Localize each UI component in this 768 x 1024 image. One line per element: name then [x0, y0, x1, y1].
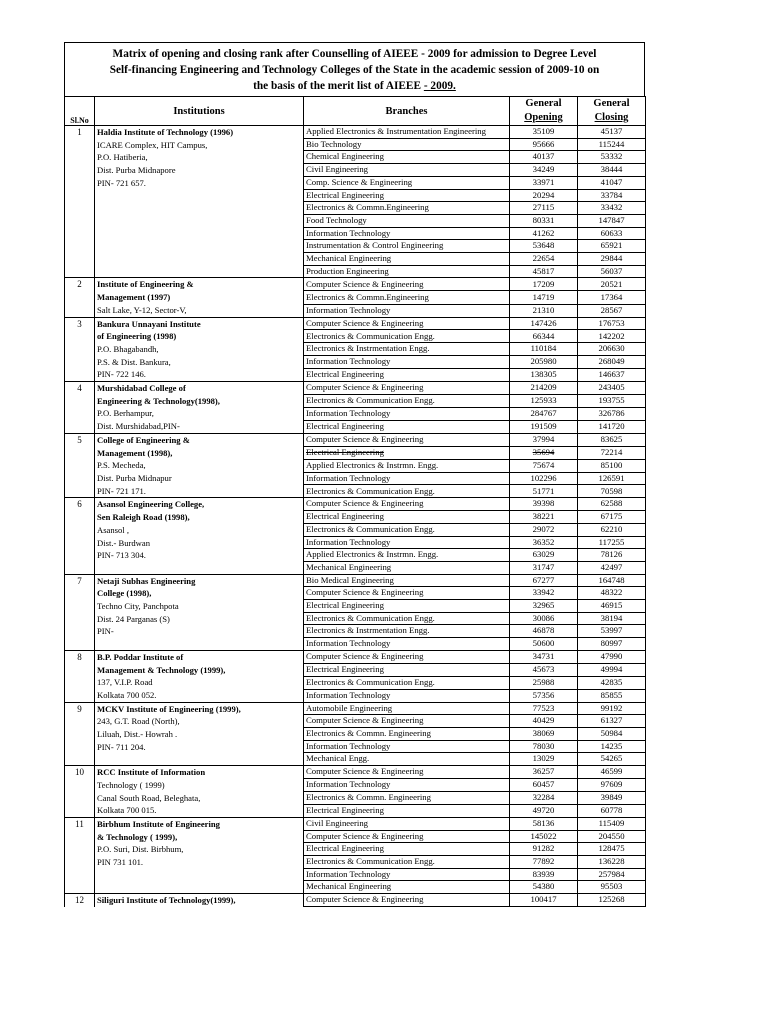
- institution-detail: PIN-: [97, 626, 114, 637]
- branch-name: Electronics & Commn. Engineering: [304, 728, 510, 741]
- opening-rank: 38069: [510, 728, 578, 741]
- table-row: [65, 317, 646, 330]
- closing-rank: 70598: [578, 485, 646, 498]
- branch-name: Computer Science & Engineering: [304, 382, 510, 395]
- institution-detail: 243, G.T. Road (North),: [97, 716, 180, 727]
- closing-rank: 268049: [578, 356, 646, 369]
- branch-name: Production Engineering: [304, 265, 510, 278]
- table-row: [65, 278, 646, 291]
- header-sl-no: Sl.No: [65, 97, 95, 126]
- branch-name: Electrical Engineering: [304, 805, 510, 818]
- institution-cell: [95, 702, 304, 766]
- institution-detail: 137, V.I.P. Road: [97, 677, 153, 688]
- branch-name: Mechanical Engineering: [304, 881, 510, 894]
- institution-detail: PIN- 711 204.: [97, 741, 146, 752]
- opening-rank: 34249: [510, 164, 578, 177]
- branch-name: Electrical Engineering: [304, 663, 510, 676]
- opening-rank: 32965: [510, 600, 578, 613]
- institution-detail: Dist. Purba Midnapur: [97, 472, 172, 483]
- table-row: [65, 382, 646, 395]
- branch-name: Information Technology: [304, 536, 510, 549]
- opening-rank: 40137: [510, 151, 578, 164]
- institution-detail: P.O. Berhampur,: [97, 408, 154, 419]
- branch-name: Computer Science & Engineering: [304, 433, 510, 446]
- opening-rank: 38221: [510, 511, 578, 524]
- branch-name: Information Technology: [304, 356, 510, 369]
- table-row: [65, 498, 646, 511]
- opening-rank: 45817: [510, 265, 578, 278]
- branch-name: Electrical Engineering: [304, 420, 510, 433]
- closing-rank: 85100: [578, 459, 646, 472]
- opening-rank: 91282: [510, 843, 578, 856]
- opening-rank: 54380: [510, 881, 578, 894]
- closing-rank: 142202: [578, 330, 646, 343]
- branch-name: Electrical Engineering: [304, 189, 510, 202]
- institution-detail: Liluah, Dist.- Howrah .: [97, 729, 178, 740]
- serial-number: 11: [65, 817, 95, 893]
- branch-name: Computer Science & Engineering: [304, 715, 510, 728]
- serial-number: 9: [65, 702, 95, 766]
- closing-rank: 126591: [578, 472, 646, 485]
- serial-number: 5: [65, 433, 95, 498]
- document-title: [64, 42, 645, 96]
- institution-detail: P.S. Mecheda,: [97, 460, 146, 471]
- opening-rank: 33942: [510, 587, 578, 600]
- opening-rank: 30086: [510, 612, 578, 625]
- institution-detail: Management (1998),: [97, 447, 173, 458]
- branch-name: Information Technology: [304, 227, 510, 240]
- institution-name: College of Engineering &: [97, 434, 190, 445]
- title-line-3: [67, 78, 642, 94]
- rank-matrix-document: [64, 42, 645, 907]
- title-line-3-text: the basis of the merit list of AIEEE: [253, 80, 424, 92]
- institution-detail: College (1998),: [97, 588, 152, 599]
- institution-detail: Kolkata 700 052.: [97, 689, 157, 700]
- closing-rank: 146637: [578, 369, 646, 382]
- closing-rank: 14235: [578, 740, 646, 753]
- opening-rank: 29072: [510, 523, 578, 536]
- closing-rank: 257984: [578, 868, 646, 881]
- closing-rank: 61327: [578, 715, 646, 728]
- institution-name: Murshidabad College of: [97, 383, 186, 394]
- institution-cell: [95, 574, 304, 650]
- serial-number: 7: [65, 574, 95, 650]
- closing-rank: 67175: [578, 511, 646, 524]
- closing-rank: 42835: [578, 676, 646, 689]
- header-closing-line2: Closing: [594, 112, 629, 123]
- branch-name: Electrical Engineering: [304, 446, 510, 459]
- institution-detail: P.O. Suri, Dist. Birbhum,: [97, 844, 184, 855]
- institution-detail: P.S. & Dist. Bankura,: [97, 356, 171, 367]
- closing-rank: 38444: [578, 164, 646, 177]
- institution-name: Institute of Engineering &: [97, 279, 194, 290]
- opening-rank: 125933: [510, 395, 578, 408]
- opening-rank: 49720: [510, 805, 578, 818]
- serial-number: 6: [65, 498, 95, 574]
- serial-number: 3: [65, 317, 95, 382]
- institution-cell: [95, 498, 304, 574]
- closing-rank: 60778: [578, 805, 646, 818]
- opening-rank: 100417: [510, 894, 578, 907]
- branch-name: Computer Science & Engineering: [304, 498, 510, 511]
- opening-rank: 138305: [510, 369, 578, 382]
- branch-name: Bio Medical Engineering: [304, 574, 510, 587]
- closing-rank: 56037: [578, 265, 646, 278]
- opening-rank: 27115: [510, 202, 578, 215]
- opening-rank: 25988: [510, 676, 578, 689]
- header-opening-line2: Opening: [524, 112, 563, 123]
- opening-rank: 110184: [510, 343, 578, 356]
- opening-rank: 66344: [510, 330, 578, 343]
- branch-name: Information Technology: [304, 304, 510, 317]
- closing-rank: 115244: [578, 138, 646, 151]
- opening-rank: 33971: [510, 176, 578, 189]
- table-header-row: [65, 97, 646, 126]
- closing-rank: 60633: [578, 227, 646, 240]
- serial-number: 1: [65, 126, 95, 278]
- branch-name: Information Technology: [304, 638, 510, 651]
- institution-name: Birbhum Institute of Engineering: [97, 818, 220, 829]
- branch-name: Computer Science & Engineering: [304, 766, 510, 779]
- serial-number: 2: [65, 278, 95, 317]
- opening-rank: 63029: [510, 549, 578, 562]
- branch-name: Information Technology: [304, 740, 510, 753]
- closing-rank: 53332: [578, 151, 646, 164]
- table-row: [65, 574, 646, 587]
- title-line-2: Self-financing Engineering and Technology Colleges of the State in the academic session of 2009-10 on: [109, 64, 600, 76]
- closing-rank: 17364: [578, 291, 646, 304]
- branch-name: Electronics & Communication Engg.: [304, 856, 510, 869]
- closing-rank: 41047: [578, 176, 646, 189]
- institution-detail: Dist.- Burdwan: [97, 537, 150, 548]
- closing-rank: 99192: [578, 702, 646, 715]
- institution-detail: Dist. 24 Parganas (S): [97, 613, 170, 624]
- branch-name: Information Technology: [304, 689, 510, 702]
- institution-detail: Techno City, Panchpota: [97, 601, 179, 612]
- institution-name: Bankura Unnayani Institute: [97, 318, 201, 329]
- opening-rank: 37994: [510, 433, 578, 446]
- opening-rank: 31747: [510, 561, 578, 574]
- branch-name: Electrical Engineering: [304, 369, 510, 382]
- branch-name: Instrumentation & Control Engineering: [304, 240, 510, 253]
- opening-rank: 35109: [510, 126, 578, 139]
- opening-rank: 17209: [510, 278, 578, 291]
- institution-cell: [95, 650, 304, 702]
- opening-rank: 83939: [510, 868, 578, 881]
- opening-rank: 41262: [510, 227, 578, 240]
- institution-detail: Dist. Murshidabad,PIN-: [97, 421, 180, 432]
- institution-name: Siliguri Institute of Technology(1999),: [97, 895, 236, 906]
- title-year-underlined: - 2009.: [423, 80, 456, 92]
- closing-rank: 28567: [578, 304, 646, 317]
- closing-rank: 62588: [578, 498, 646, 511]
- closing-rank: 72214: [578, 446, 646, 459]
- branch-name: Information Technology: [304, 779, 510, 792]
- closing-rank: 85855: [578, 689, 646, 702]
- institution-cell: [95, 278, 304, 317]
- table-row: [65, 126, 646, 139]
- institution-name: Netaji Subhas Engineering: [97, 575, 196, 586]
- branch-name: Computer Science & Engineering: [304, 587, 510, 600]
- institution-detail: Engineering & Technology(1998),: [97, 395, 220, 406]
- header-general-opening: [510, 97, 578, 126]
- closing-rank: 243405: [578, 382, 646, 395]
- opening-rank: 14719: [510, 291, 578, 304]
- branch-name: Electronics & Communication Engg.: [304, 523, 510, 536]
- branch-name: Electrical Engineering: [304, 843, 510, 856]
- header-opening-line1: General: [525, 98, 562, 109]
- serial-number: 4: [65, 382, 95, 434]
- opening-rank: 284767: [510, 407, 578, 420]
- branch-name: Electronics & Commn. Engineering: [304, 792, 510, 805]
- closing-rank: 128475: [578, 843, 646, 856]
- branch-name: Electrical Engineering: [304, 511, 510, 524]
- opening-rank: 50600: [510, 638, 578, 651]
- institution-detail: PIN- 722 146.: [97, 369, 146, 380]
- closing-rank: 97609: [578, 779, 646, 792]
- closing-rank: 39849: [578, 792, 646, 805]
- opening-rank: 147426: [510, 317, 578, 330]
- closing-rank: 136228: [578, 856, 646, 869]
- opening-rank: 145022: [510, 830, 578, 843]
- branch-name: Electronics & Instrmentation Engg.: [304, 625, 510, 638]
- opening-rank: 46878: [510, 625, 578, 638]
- opening-rank: 36257: [510, 766, 578, 779]
- closing-rank: 326786: [578, 407, 646, 420]
- closing-rank: 141720: [578, 420, 646, 433]
- opening-rank: 39398: [510, 498, 578, 511]
- opening-rank: 95666: [510, 138, 578, 151]
- institution-detail: Dist. Purba Midnapore: [97, 165, 176, 176]
- institution-detail: PIN- 721 657.: [97, 177, 146, 188]
- closing-rank: 45137: [578, 126, 646, 139]
- institution-name: B.P. Poddar Institute of: [97, 651, 184, 662]
- opening-rank: 77892: [510, 856, 578, 869]
- institution-cell: [95, 894, 304, 907]
- closing-rank: 204550: [578, 830, 646, 843]
- title-line-1: Matrix of opening and closing rank after Counselling of AIEEE - 2009 for admission to Degree Level: [112, 48, 597, 60]
- closing-rank: 42497: [578, 561, 646, 574]
- branch-name: Electronics & Communication Engg.: [304, 485, 510, 498]
- branch-name: Applied Electronics & Instrmn. Engg.: [304, 549, 510, 562]
- branch-name: Bio Technology: [304, 138, 510, 151]
- closing-rank: 62210: [578, 523, 646, 536]
- institution-cell: [95, 317, 304, 382]
- institution-detail: Management & Technology (1999),: [97, 664, 226, 675]
- branch-name: Electronics & Commn.Engineering: [304, 202, 510, 215]
- branch-name: Electronics & Communication Engg.: [304, 330, 510, 343]
- opening-rank: 40429: [510, 715, 578, 728]
- serial-number: 12: [65, 894, 95, 907]
- branch-name: Applied Electronics & Instrumentation Engineering: [304, 126, 510, 139]
- branch-name: Information Technology: [304, 407, 510, 420]
- branch-name: Mechanical Engg.: [304, 753, 510, 766]
- opening-rank: 102296: [510, 472, 578, 485]
- closing-rank: 115409: [578, 817, 646, 830]
- institution-detail: PIN- 721 171.: [97, 485, 146, 496]
- branch-name: Information Technology: [304, 868, 510, 881]
- opening-rank: 77523: [510, 702, 578, 715]
- branch-name: Civil Engineering: [304, 164, 510, 177]
- closing-rank: 206630: [578, 343, 646, 356]
- opening-rank: 214209: [510, 382, 578, 395]
- table-row: [65, 702, 646, 715]
- opening-rank: 34731: [510, 650, 578, 663]
- branch-name: Electronics & Communication Engg.: [304, 676, 510, 689]
- branch-name: Mechanical Engineering: [304, 253, 510, 266]
- closing-rank: 48322: [578, 587, 646, 600]
- closing-rank: 20521: [578, 278, 646, 291]
- closing-rank: 47990: [578, 650, 646, 663]
- opening-rank: 35694: [510, 446, 578, 459]
- institution-detail: P.O. Bhagabandh,: [97, 343, 159, 354]
- closing-rank: 125268: [578, 894, 646, 907]
- header-branches: Branches: [304, 97, 510, 126]
- closing-rank: 78126: [578, 549, 646, 562]
- closing-rank: 50984: [578, 728, 646, 741]
- header-institutions: Institutions: [95, 97, 304, 126]
- opening-rank: 191509: [510, 420, 578, 433]
- closing-rank: 46599: [578, 766, 646, 779]
- opening-rank: 36352: [510, 536, 578, 549]
- closing-rank: 49994: [578, 663, 646, 676]
- institution-name: MCKV Institute of Engineering (1999),: [97, 703, 241, 714]
- opening-rank: 58136: [510, 817, 578, 830]
- institution-detail: Kolkata 700 015.: [97, 805, 157, 816]
- table-body: [65, 126, 646, 907]
- institution-detail: Sen Raleigh Road (1998),: [97, 512, 190, 523]
- branch-name: Computer Science & Engineering: [304, 278, 510, 291]
- opening-rank: 45673: [510, 663, 578, 676]
- branch-name: Electronics & Instrmentation Engg.: [304, 343, 510, 356]
- closing-rank: 38194: [578, 612, 646, 625]
- branch-name: Comp. Science & Engineering: [304, 176, 510, 189]
- closing-rank: 80997: [578, 638, 646, 651]
- closing-rank: 54265: [578, 753, 646, 766]
- institution-cell: [95, 817, 304, 893]
- closing-rank: 65921: [578, 240, 646, 253]
- opening-rank: 53648: [510, 240, 578, 253]
- opening-rank: 51771: [510, 485, 578, 498]
- institution-detail: P.O. Hatiberia,: [97, 152, 148, 163]
- closing-rank: 176753: [578, 317, 646, 330]
- institution-cell: [95, 433, 304, 498]
- branch-name: Electrical Engineering: [304, 600, 510, 613]
- branch-name: Computer Science & Engineering: [304, 317, 510, 330]
- opening-rank: 60457: [510, 779, 578, 792]
- branch-name: Electronics & Communication Engg.: [304, 395, 510, 408]
- institution-detail: Canal South Road, Beleghata,: [97, 792, 201, 803]
- institution-detail: ICARE Complex, HIT Campus,: [97, 139, 208, 150]
- closing-rank: 164748: [578, 574, 646, 587]
- opening-rank: 78030: [510, 740, 578, 753]
- institution-detail: of Engineering (1998): [97, 331, 177, 342]
- institution-detail: Asansol ,: [97, 524, 129, 535]
- institution-detail: Management (1997): [97, 292, 171, 303]
- institution-detail: Technology ( 1999): [97, 779, 165, 790]
- table-row: [65, 766, 646, 779]
- table-row: [65, 894, 646, 907]
- institution-cell: [95, 126, 304, 278]
- opening-rank: 67277: [510, 574, 578, 587]
- closing-rank: 193755: [578, 395, 646, 408]
- branch-name: Information Technology: [304, 472, 510, 485]
- institution-detail: Salt Lake, Y-12, Sector-V,: [97, 304, 187, 315]
- closing-rank: 83625: [578, 433, 646, 446]
- closing-rank: 33784: [578, 189, 646, 202]
- opening-rank: 32284: [510, 792, 578, 805]
- opening-rank: 205980: [510, 356, 578, 369]
- closing-rank: 29844: [578, 253, 646, 266]
- table-row: [65, 817, 646, 830]
- header-general-closing: [578, 97, 646, 126]
- branch-name: Computer Science & Engineering: [304, 894, 510, 907]
- branch-name: Electronics & Communication Engg.: [304, 612, 510, 625]
- opening-rank: 57356: [510, 689, 578, 702]
- opening-rank: 13029: [510, 753, 578, 766]
- opening-rank: 22654: [510, 253, 578, 266]
- header-closing-line1: General: [593, 98, 630, 109]
- institution-detail: PIN- 713 304.: [97, 550, 146, 561]
- branch-name: Mechanical Engineering: [304, 561, 510, 574]
- closing-rank: 33432: [578, 202, 646, 215]
- table-row: [65, 433, 646, 446]
- institution-name: Asansol Engineering College,: [97, 499, 205, 510]
- branch-name: Computer Science & Engineering: [304, 650, 510, 663]
- closing-rank: 46915: [578, 600, 646, 613]
- branch-name: Computer Science & Engineering: [304, 830, 510, 843]
- branch-name: Food Technology: [304, 214, 510, 227]
- institution-detail: PIN 731 101.: [97, 857, 144, 868]
- closing-rank: 147847: [578, 214, 646, 227]
- opening-rank: 80331: [510, 214, 578, 227]
- institution-detail: & Technology ( 1999),: [97, 831, 178, 842]
- serial-number: 10: [65, 766, 95, 818]
- institution-cell: [95, 766, 304, 818]
- institution-cell: [95, 382, 304, 434]
- institution-name: Haldia Institute of Technology (1996): [97, 127, 234, 137]
- opening-rank: 20294: [510, 189, 578, 202]
- institution-name: RCC Institute of Information: [97, 767, 206, 778]
- opening-rank: 21310: [510, 304, 578, 317]
- closing-rank: 95503: [578, 881, 646, 894]
- closing-rank: 53997: [578, 625, 646, 638]
- table-row: [65, 650, 646, 663]
- branch-name: Applied Electronics & Instrmn. Engg.: [304, 459, 510, 472]
- closing-rank: 117255: [578, 536, 646, 549]
- branch-name: Electronics & Commn.Engineering: [304, 291, 510, 304]
- branch-name: Civil Engineering: [304, 817, 510, 830]
- serial-number: 8: [65, 650, 95, 702]
- branch-name: Automobile Engineering: [304, 702, 510, 715]
- branch-name: Chemical Engineering: [304, 151, 510, 164]
- rank-table: [64, 96, 646, 907]
- opening-rank: 75674: [510, 459, 578, 472]
